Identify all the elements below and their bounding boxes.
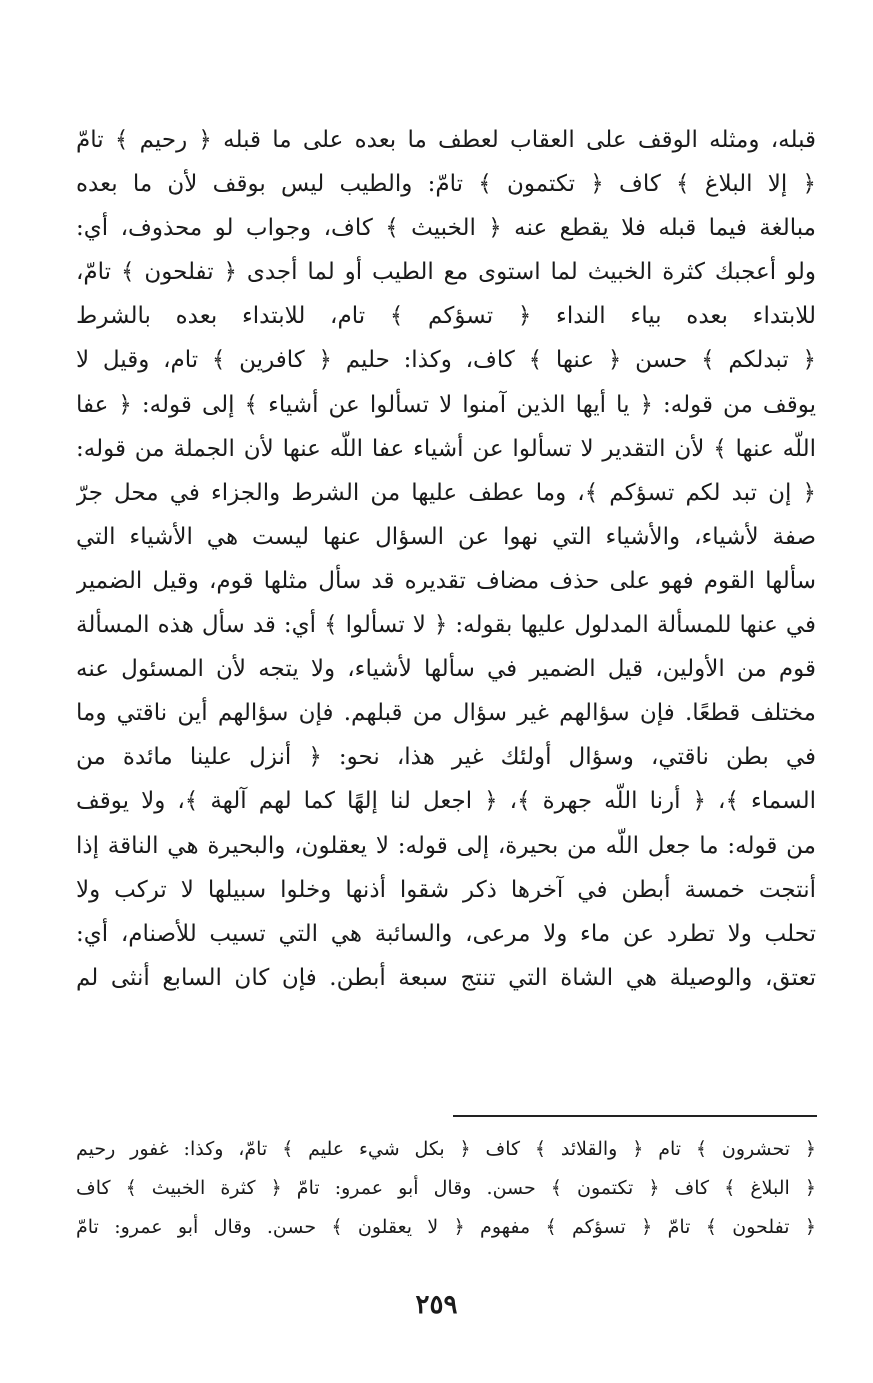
text-line: تعتق، والوصيلة هي الشاة التي تنتج سبعة أبطن. فإن كان السابع أنثى لم	[76, 964, 816, 991]
text-line: قبله، ومثله الوقف على العقاب لعطف ما بعده على ما قبله ﴿ رحيم ﴾ تامّ	[76, 127, 816, 153]
text-line: في عنها للمسألة المدلول عليها بقوله: ﴿ لا تسألوا ﴾ أي: قد سأل هذه المسألة	[76, 612, 816, 639]
page-number: ٢٥٩	[415, 1290, 458, 1320]
text-line: للابتداء بعده بياء النداء ﴿ تسؤكم ﴾ تام، للابتداء بعده بالشرط	[76, 303, 816, 330]
footnote-line: ﴿ تفلحون ﴾ تامّ ﴿ تسؤكم ﴾ مفهوم ﴿ لا يعقلون ﴾ حسن. وقال أبو عمرو: تامّ	[76, 1216, 816, 1238]
text-line: يوقف من قوله: ﴿ يا أيها الذين آمنوا لا تسألوا عن أشياء ﴾ إلى قوله: ﴿ عفا	[76, 391, 816, 418]
text-line: مختلف قطعًا. فإن سؤالهم غير سؤال من قبلهم. فإن سؤالهم أين ناقتي وما	[76, 700, 816, 727]
footnote-divider	[453, 1115, 817, 1117]
text-line: أنتجت خمسة أبطن في آخرها ذكر شقوا أذنها وخلوا سبيلها لا تركب ولا	[76, 876, 816, 903]
text-line: السماء ﴾، ﴿ أرنا اللّه جهرة ﴾، ﴿ اجعل لنا إلهًا كما لهم آلهة ﴾، ولا يوقف	[76, 788, 816, 815]
text-line: قوم من الأولين، قيل الضمير في سألها لأشياء، ولا يتجه لأن المسئول عنه	[76, 656, 816, 683]
text-line: سألها القوم فهو على حذف مضاف تقديره قد سأل مثلها قوم، وقيل الضمير	[76, 567, 816, 594]
text-line: ولو أعجبك كثرة الخبيث لما استوى مع الطيب أو لما أجدى ﴿ تفلحون ﴾ تامّ،	[76, 259, 816, 286]
text-line: من قوله: ما جعل اللّه من بحيرة، إلى قوله: لا يعقلون، والبحيرة هي الناقة إذا	[76, 832, 816, 859]
footnotes-block	[76, 1130, 816, 1247]
text-line: مبالغة فيما قبله فلا يقطع عنه ﴿ الخبيث ﴾ كاف، وجواب لو محذوف، أي:	[76, 215, 816, 242]
text-line: ﴿ إن تبد لكم تسؤكم ﴾، وما عطف عليها من الشرط والجزاء في محل جرّ	[76, 479, 816, 506]
text-line: ﴿ تبدلكم ﴾ حسن ﴿ عنها ﴾ كاف، وكذا: حليم ﴿ كافرين ﴾ تام، وقيل لا	[76, 347, 816, 374]
text-line: تحلب ولا تطرد عن ماء ولا مرعى، والسائبة هي التي تسيب للأصنام، أي:	[76, 920, 816, 947]
footnote-line: ﴿ البلاغ ﴾ كاف ﴿ تكتمون ﴾ حسن. وقال أبو عمرو: تامّ ﴿ كثرة الخبيث ﴾ كاف	[76, 1177, 816, 1199]
text-line: في بطن ناقتي، وسؤال أولئك غير هذا، نحو: ﴿ أنزل علينا مائدة من	[76, 744, 816, 771]
text-line: صفة لأشياء، والأشياء التي نهوا عن السؤال عنها ليست هي الأشياء التي	[76, 523, 816, 550]
text-line: ﴿ إلا البلاغ ﴾ كاف ﴿ تكتمون ﴾ تامّ: والطيب ليس بوقف لأن ما بعده	[76, 171, 816, 198]
text-line: اللّه عنها ﴾ لأن التقدير لا تسألوا عن أشياء عفا اللّه عنها لأن الجملة من قوله:	[76, 435, 816, 462]
footnote-line: ﴿ تحشرون ﴾ تام ﴿ والقلائد ﴾ كاف ﴿ بكل شيء عليم ﴾ تامّ، وكذا: غفور رحيم	[76, 1138, 816, 1160]
main-text-block	[76, 118, 816, 1000]
